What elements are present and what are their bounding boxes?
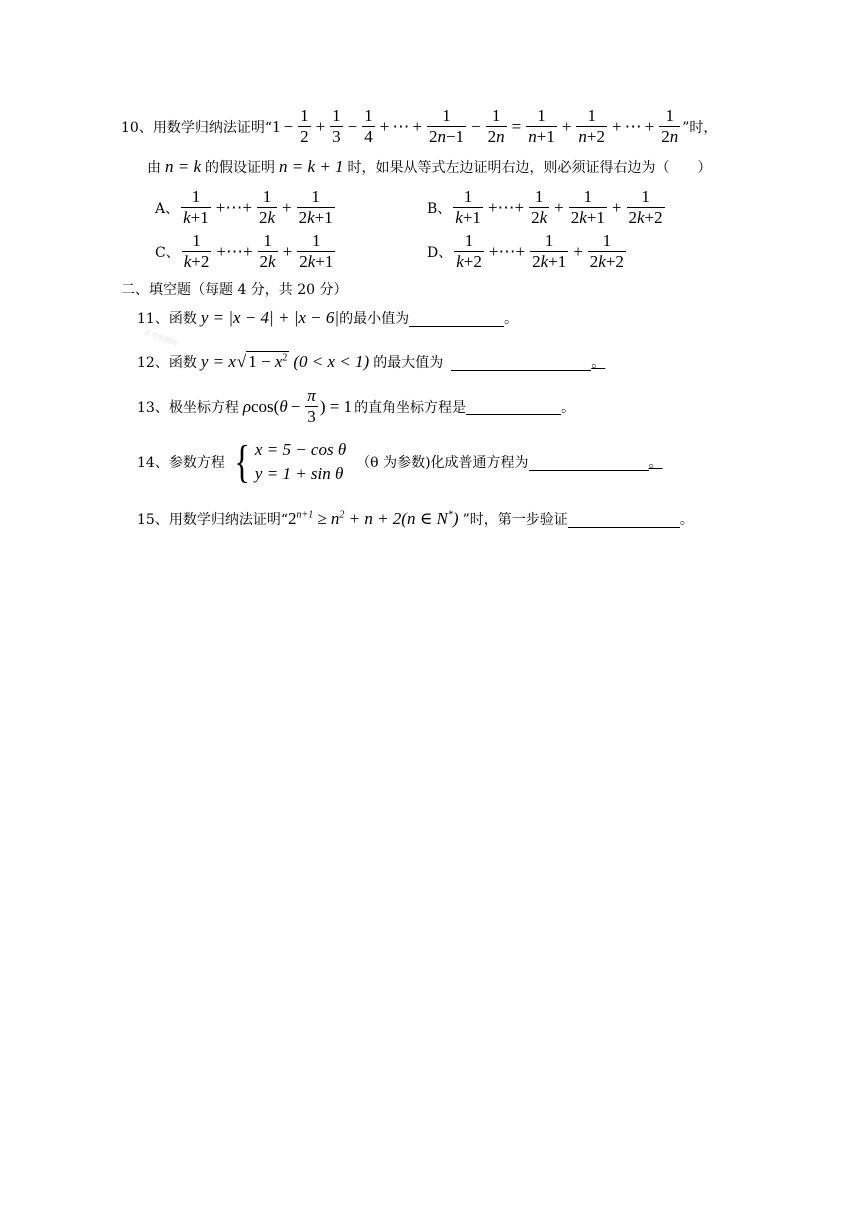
section-heading: 二、填空题（每题 4 分，共 20 分） [121,282,348,298]
q10-line2-b: 的假设证明 [205,160,276,176]
q10-option-b: B、 $\frac{1}{k+1}$ +⋯+ $\frac{1}{2k}$ + $\frac{1}{2k+1}$ + $\frac{1}{2k+2}$ [427,187,663,227]
q10-line2-a: 由 [147,160,161,176]
q15: 15、用数学归纳法证明“ $2^{n+1}$ ≥ $n^2 + n + 2(n$ ∈ N*) ”时，第一步验证 。 [137,509,694,528]
q13-answer-blank[interactable] [466,398,561,415]
q10-prefix: 10、用数学归纳法证明“ [121,119,272,136]
q10-option-d: D、 $\frac{1}{k+2}$ +⋯+ $\frac{1}{2k+1}$ + $\frac{1}{2k+2}$ [427,231,624,271]
q11: 11、函数 y = |x − 4| + |x − 6| 的最小值为 。 [137,308,519,327]
q10-line2-c: 时，如果从等式左边证明右边，则必须证得右边为（ ） [347,160,712,176]
q10-option-c: C、 $\frac{1}{k+2}$ +⋯+ $\frac{1}{2k}$ + $\frac{1}{2k+1}$ [155,231,334,271]
q14: 14、参数方程 { x = 5 − cos θ y = 1 + sin θ （θ 为参数)化成普通方程为 。 [137,436,663,487]
q10-line2: 由 n = k 的假设证明 n = k + 1 时，如果从等式左边证明右边，则必须证得右边为（ ） [147,157,712,176]
option-a-label: A、 [155,200,180,217]
q13: 13、极坐标方程 ρ cos( θ − $\frac{\pi}{3}$ ) = 1 的直角坐标方程是 。 [137,386,576,426]
q12-answer-blank[interactable] [451,354,591,371]
q12: 12、函数 y = x √ $1 - x^2$ (0 < x < 1) 的最大值为 。 [137,352,606,371]
q10-equation: 1 − $\frac{1}{2}$ + $\frac{1}{3}$ − $\frac{1}{4}$ + ⋯ + $\frac{1}{2n-1}$ − $\frac{1}{2n}$ = $\frac{1}{n+1}$ + $\frac{1}{n+2}$ + ⋯ + $\frac{1}{2n}$ [271,106,679,146]
q11-answer-blank[interactable] [409,310,504,327]
q14-answer-blank[interactable] [529,454,649,471]
q10-option-a: A、 $\frac{1}{k+1}$ +⋯+ $\frac{1}{2k}$ + $\frac{1}{2k+1}$ [155,187,333,227]
q10-line1 [121,106,717,147]
q15-answer-blank[interactable] [568,511,680,528]
option-d-label: D、 [427,244,453,261]
watermark: 高考资源网 [142,328,179,348]
option-c-label: C、 [155,244,180,261]
option-b-label: B、 [427,200,452,217]
q10-suffix: ”时， [682,119,718,136]
